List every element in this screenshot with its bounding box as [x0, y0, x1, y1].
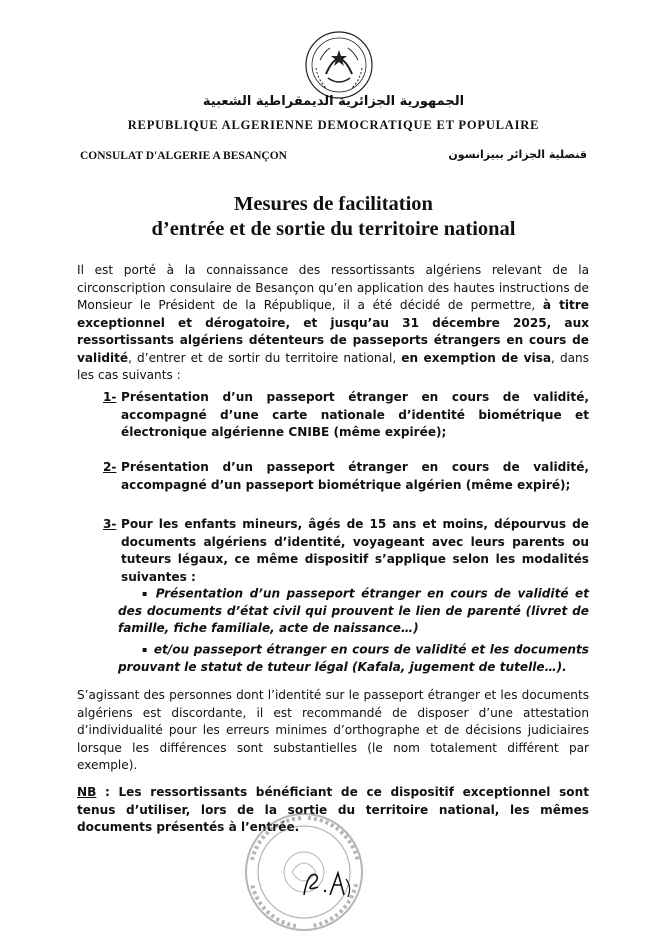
signature [298, 865, 358, 905]
french-republic-heading: REPUBLIQUE ALGERIENNE DEMOCRATIQUE ET POPULAIRE [127, 118, 540, 132]
consulate-name-ar: قنصلية الجزائر ببيزانسون [448, 148, 587, 161]
algeria-emblem-icon [304, 30, 374, 100]
sub-list-item-text: Présentation d’un passeport étranger en cours de validité et des documents d’état civil qui prouvent le lien de parenté (livret de famille, fiche familiale, acte de naissance…) [118, 586, 590, 636]
list-item-number: 1- [103, 390, 117, 404]
identity-paragraph: S’agissant des personnes dont l’identité sur le passeport étranger et les documents algériens est discordante, il est recommandé de disposer d’une attestation d’individualité pour les erreurs minimes d’orthographe et de décisions judiciaires lorsque les différences sont substantielles (le nom totalement différent par exemple). [77, 688, 589, 772]
title-line-2: d’entrée et de sortie du territoire national [151, 218, 516, 240]
document-title [0, 192, 667, 242]
list-item-text: Pour les enfants mineurs, âgés de 15 ans et moins, dépourvus de documents algériens d’identité, voyageant avec leurs parents ou tuteurs légaux, ce même dispositif s’applique selon les modalités suivantes : [121, 517, 589, 584]
intro-bold-2: en exemption de visa [401, 350, 552, 365]
title-line-1: Mesures de facilitation [234, 193, 433, 215]
list-item [103, 516, 589, 586]
intro-text-1: Il est porté à la connaissance des ressortissants algériens relevant de la circonscription consulaire de Besançon qu’en application des hautes instructions de Monsieur le Président de la République, il a été décidé de permettre, [77, 263, 589, 312]
square-bullet-icon: ▪ [142, 589, 150, 598]
intro-text-3: , dans les cas suivants : [77, 350, 589, 382]
sub-list-item-text: et/ou passeport étranger en cours de validité et les documents prouvant le statut de tuteur légal (Kafala, jugement de tutelle…). [118, 642, 590, 674]
intro-bold-1: à titre exceptionnel et dérogatoire, et jusqu’au 31 décembre 2025, aux ressortissants algériens détenteurs de passeports étrangers en cours de validité [77, 298, 589, 365]
sub-list-item [118, 641, 589, 676]
nb-text: : Les ressortissants bénéficiant de ce dispositif exceptionnel sont tenus d’utiliser, lors de la sortie du territoire national, les mêmes documents présentés à l’entrée. [77, 785, 589, 834]
consulate-name-fr: CONSULAT D'ALGERIE A BESANÇON [80, 150, 287, 162]
nb-label: NB [77, 785, 97, 799]
list-item [103, 459, 589, 494]
list-item-number: 3- [103, 517, 117, 531]
sub-list-item [118, 585, 589, 638]
intro-text-2: , d’entrer et de sortir du territoire national, [128, 350, 402, 365]
list-item-text: Présentation d’un passeport étranger en cours de validité, accompagné d’un passeport biométrique algérien (même expiré); [121, 460, 589, 492]
list-item-text: Présentation d’un passeport étranger en cours de validité, accompagné d’une carte nationale d’identité biométrique et électronique algérienne CNIBE (même expirée); [121, 390, 589, 439]
arabic-republic-heading: الجمهورية الجزائرية الديمقراطية الشعبية [202, 94, 465, 109]
intro-paragraph [77, 262, 589, 385]
list-item-number: 2- [103, 460, 117, 474]
list-item [103, 389, 589, 442]
square-bullet-icon: ▪ [142, 645, 148, 654]
